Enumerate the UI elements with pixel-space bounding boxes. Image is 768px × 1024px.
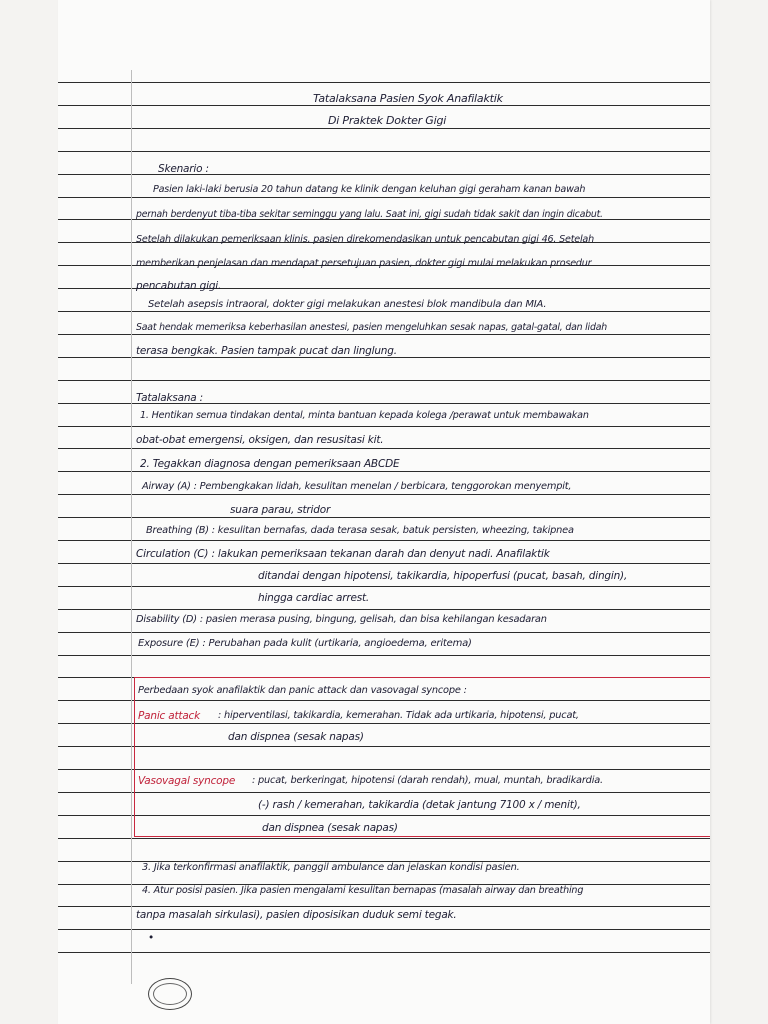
panic-attack-line-2: dan dispnea (sesak napas) <box>228 731 364 743</box>
bullet-dot: • <box>148 932 154 944</box>
disability-line: Disability (D) : pasien merasa pusing, bingung, gelisah, dan bisa kehilangan kesadaran <box>136 614 547 625</box>
ruled-line <box>58 586 710 587</box>
step-1-line-1: 1. Hentikan semua tindakan dental, minta bantuan kepada kolega /perawat untuk membawakan <box>140 410 589 421</box>
ruled-line <box>58 174 710 175</box>
step-1-line-2: obat-obat emergensi, oksigen, dan resusitasi kit. <box>136 434 384 446</box>
exposure-line: Exposure (E) : Perubahan pada kulit (urtikaria, angioedema, eritema) <box>138 638 472 649</box>
ruled-line <box>58 655 710 656</box>
ruled-line <box>58 563 710 564</box>
ruled-line <box>58 311 710 312</box>
ruled-line <box>58 838 710 839</box>
breathing-line: Breathing (B) : kesulitan bernafas, dada terasa sesak, batuk persisten, wheezing, takipnea <box>146 525 574 536</box>
step-4-line-2: tanpa masalah sirkulasi), pasien diposisikan duduk semi tegak. <box>136 909 457 921</box>
comparison-box <box>134 677 710 837</box>
airway-line-1: Airway (A) : Pembengkakan lidah, kesulitan menelan / berbicara, tenggorokan menyempit, <box>142 481 572 492</box>
scenario-line-7: Saat hendak memeriksa keberhasilan anestesi, pasien mengeluhkan sesak napas, gatal-gatal, dan lidah <box>136 322 607 333</box>
vasovagal-line-2: (-) rash / kemerahan, takikardia (detak jantung 7100 x / menit), <box>258 799 581 811</box>
title-line-1: Tatalaksana Pasien Syok Anafilaktik <box>313 92 503 105</box>
step-4-line-1: 4. Atur posisi pasien. Jika pasien mengalami kesulitan bernapas (masalah airway dan breathing <box>142 885 584 896</box>
scenario-heading: Skenario : <box>158 163 209 175</box>
ruled-line <box>58 906 710 907</box>
ruled-line <box>58 952 710 953</box>
ruled-line <box>58 82 710 83</box>
ruled-line <box>58 128 710 129</box>
ruled-line <box>58 929 710 930</box>
vasovagal-line-3: dan dispnea (sesak napas) <box>262 822 398 834</box>
tatalaksana-heading: Tatalaksana : <box>136 392 203 404</box>
airway-line-2: suara parau, stridor <box>230 504 331 516</box>
ruled-line <box>58 540 710 541</box>
scenario-line-8: terasa bengkak. Pasien tampak pucat dan linglung. <box>136 345 397 357</box>
circulation-line-1: Circulation (C) : lakukan pemeriksaan tekanan darah dan denyut nadi. Anafilaktik <box>136 548 550 560</box>
circulation-line-2: ditandai dengan hipotensi, takikardia, hipoperfusi (pucat, basah, dingin), <box>258 570 628 582</box>
ruled-line <box>58 494 710 495</box>
step-3: 3. Jika terkonfirmasi anafilaktik, panggil ambulance dan jelaskan kondisi pasien. <box>142 862 520 873</box>
ruled-line <box>58 105 710 106</box>
title-line-2: Di Praktek Dokter Gigi <box>328 114 447 127</box>
ruled-line <box>58 334 710 335</box>
panic-attack-line-1: : hiperventilasi, takikardia, kemerahan. Tidak ada urtikaria, hipotensi, pucat, <box>218 710 579 721</box>
notebook-logo <box>148 978 192 1010</box>
box-heading: Perbedaan syok anafilaktik dan panic attack dan vasovagal syncope : <box>138 685 467 696</box>
ruled-line <box>58 380 710 381</box>
scenario-line-2: pernah berdenyut tiba-tiba sekitar seminggu yang lalu. Saat ini, gigi sudah tidak sakit dan ingin dicabut. <box>136 209 603 220</box>
scenario-line-1: Pasien laki-laki berusia 20 tahun datang ke klinik dengan keluhan gigi geraham kanan bawah <box>153 184 586 195</box>
scenario-line-5: pencabutan gigi. <box>136 280 222 292</box>
ruled-line <box>58 609 710 610</box>
vasovagal-line-1: : pucat, berkeringat, hipotensi (darah rendah), mual, muntah, bradikardia. <box>252 775 603 786</box>
scenario-line-4: memberikan penjelasan dan mendapat persetujuan pasien, dokter gigi mulai melakukan prosedur <box>136 258 592 269</box>
ruled-line <box>58 151 710 152</box>
scenario-line-6: Setelah asepsis intraoral, dokter gigi melakukan anestesi blok mandibula dan MIA. <box>148 299 547 310</box>
ruled-line <box>58 357 710 358</box>
panic-attack-label: Panic attack <box>138 710 201 722</box>
vasovagal-label: Vasovagal syncope <box>138 775 236 787</box>
circulation-line-3: hingga cardiac arrest. <box>258 592 370 604</box>
step-2: 2. Tegakkan diagnosa dengan pemeriksaan ABCDE <box>140 458 400 470</box>
ruled-line <box>58 448 710 449</box>
margin-line <box>131 70 132 984</box>
ruled-line <box>58 517 710 518</box>
ruled-line <box>58 471 710 472</box>
scenario-line-3: Setelah dilakukan pemeriksaan klinis, pasien direkomendasikan untuk pencabutan gigi 46. Setelah <box>136 234 594 245</box>
ruled-line <box>58 426 710 427</box>
ruled-line <box>58 197 710 198</box>
notebook-page <box>58 0 710 1024</box>
ruled-line <box>58 632 710 633</box>
